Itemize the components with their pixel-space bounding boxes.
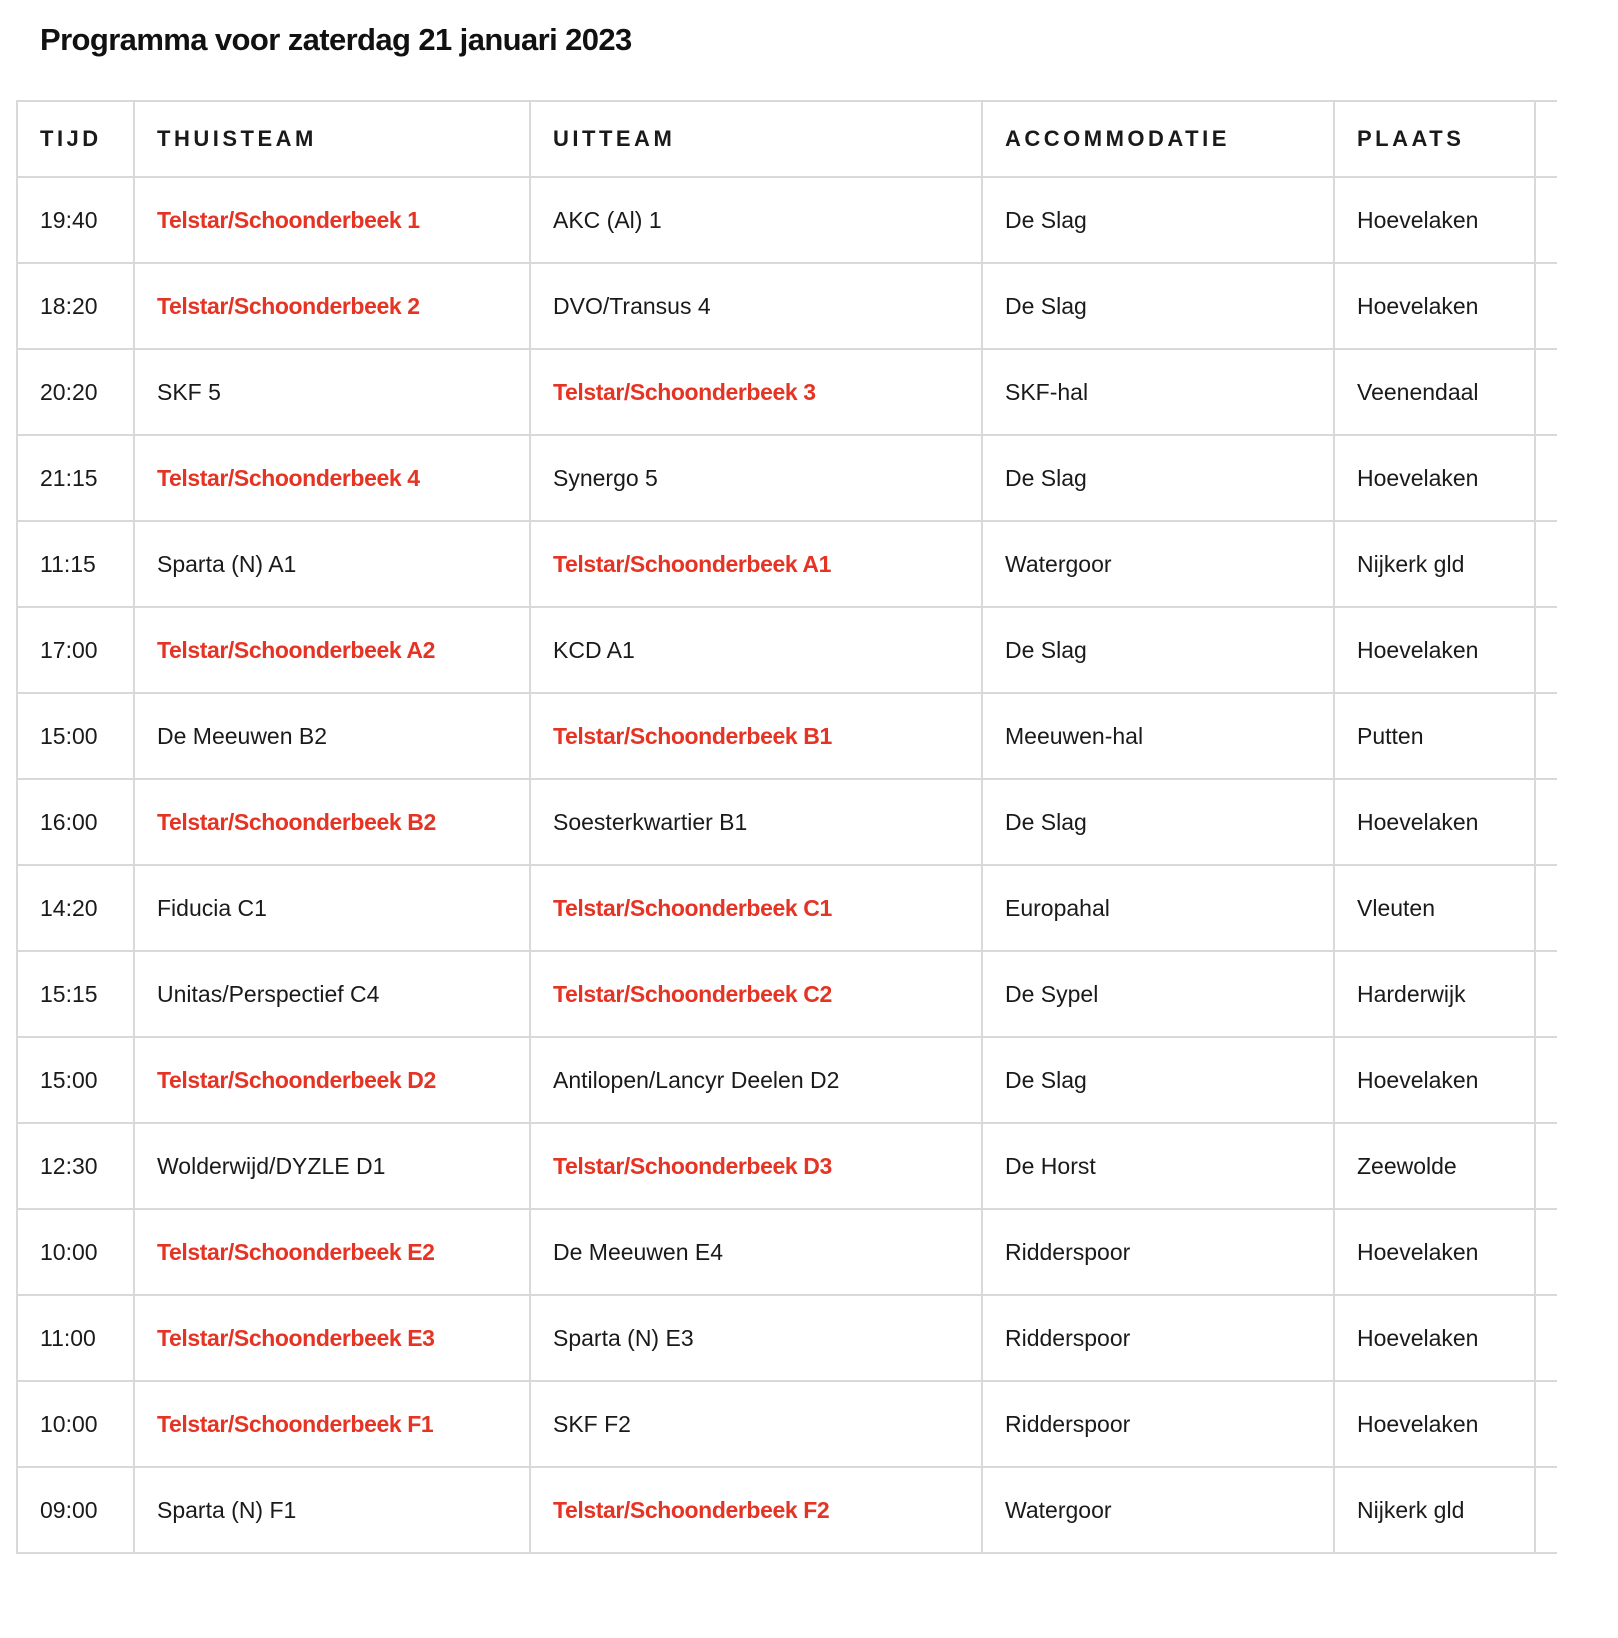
home-team-link[interactable]: Telstar/Schoonderbeek E3: [134, 1295, 530, 1381]
match-time-cell: 11:00: [17, 1295, 134, 1381]
venue-cell: SKF-hal: [982, 349, 1334, 435]
overflow-cell: [1535, 1209, 1557, 1295]
place-cell: Hoevelaken: [1334, 435, 1535, 521]
away-team-cell: De Meeuwen E4: [530, 1209, 982, 1295]
venue-cell: Watergoor: [982, 521, 1334, 607]
match-time-cell: 21:15: [17, 435, 134, 521]
schedule-body: [17, 177, 1557, 1553]
venue-cell: De Slag: [982, 779, 1334, 865]
away-team-link[interactable]: Telstar/Schoonderbeek C2: [530, 951, 982, 1037]
match-time-cell: 14:20: [17, 865, 134, 951]
home-team-cell: Wolderwijd/DYZLE D1: [134, 1123, 530, 1209]
away-team-link[interactable]: Telstar/Schoonderbeek F2: [530, 1467, 982, 1553]
place-cell: Hoevelaken: [1334, 1209, 1535, 1295]
overflow-cell: [1535, 1381, 1557, 1467]
venue-cell: De Slag: [982, 435, 1334, 521]
venue-cell: Ridderspoor: [982, 1381, 1334, 1467]
place-cell: Zeewolde: [1334, 1123, 1535, 1209]
overflow-cell: [1535, 349, 1557, 435]
place-cell: Hoevelaken: [1334, 177, 1535, 263]
place-cell: Nijkerk gld: [1334, 1467, 1535, 1553]
table-row: [17, 435, 1557, 521]
match-time-cell: 16:00: [17, 779, 134, 865]
venue-cell: Ridderspoor: [982, 1209, 1334, 1295]
place-cell: Hoevelaken: [1334, 1295, 1535, 1381]
away-team-link[interactable]: Telstar/Schoonderbeek B1: [530, 693, 982, 779]
away-team-cell: DVO/Transus 4: [530, 263, 982, 349]
venue-cell: De Slag: [982, 177, 1334, 263]
place-cell: Hoevelaken: [1334, 1037, 1535, 1123]
place-cell: Hoevelaken: [1334, 607, 1535, 693]
home-team-link[interactable]: Telstar/Schoonderbeek E2: [134, 1209, 530, 1295]
away-team-cell: SKF F2: [530, 1381, 982, 1467]
home-team-cell: De Meeuwen B2: [134, 693, 530, 779]
home-team-link[interactable]: Telstar/Schoonderbeek 1: [134, 177, 530, 263]
table-row: [17, 607, 1557, 693]
match-time-cell: 15:00: [17, 1037, 134, 1123]
table-header-row: [17, 101, 1557, 177]
away-team-cell: Soesterkwartier B1: [530, 779, 982, 865]
place-cell: Veenendaal: [1334, 349, 1535, 435]
away-team-link[interactable]: Telstar/Schoonderbeek D3: [530, 1123, 982, 1209]
match-time-cell: 18:20: [17, 263, 134, 349]
venue-cell: Ridderspoor: [982, 1295, 1334, 1381]
venue-cell: De Slag: [982, 263, 1334, 349]
home-team-link[interactable]: Telstar/Schoonderbeek B2: [134, 779, 530, 865]
overflow-cell: [1535, 951, 1557, 1037]
table-row: [17, 521, 1557, 607]
match-time-cell: 11:15: [17, 521, 134, 607]
home-team-cell: Unitas/Perspectief C4: [134, 951, 530, 1037]
overflow-cell: [1535, 607, 1557, 693]
match-time-cell: 15:15: [17, 951, 134, 1037]
home-team-link[interactable]: Telstar/Schoonderbeek F1: [134, 1381, 530, 1467]
place-cell: Putten: [1334, 693, 1535, 779]
away-team-cell: AKC (Al) 1: [530, 177, 982, 263]
match-time-cell: 10:00: [17, 1381, 134, 1467]
home-team-link[interactable]: Telstar/Schoonderbeek 4: [134, 435, 530, 521]
match-time-cell: 12:30: [17, 1123, 134, 1209]
overflow-cell: [1535, 865, 1557, 951]
home-team-cell: SKF 5: [134, 349, 530, 435]
place-cell: Hoevelaken: [1334, 779, 1535, 865]
venue-cell: De Sypel: [982, 951, 1334, 1037]
overflow-cell: [1535, 1295, 1557, 1381]
table-row: [17, 865, 1557, 951]
table-row: [17, 1209, 1557, 1295]
match-time-cell: 15:00: [17, 693, 134, 779]
overflow-cell: [1535, 521, 1557, 607]
column-header-home-team: THUISTEAM: [134, 101, 530, 177]
venue-cell: Europahal: [982, 865, 1334, 951]
overflow-cell: [1535, 1037, 1557, 1123]
column-header-venue: ACCOMMODATIE: [982, 101, 1334, 177]
table-row: [17, 779, 1557, 865]
place-cell: Hoevelaken: [1334, 1381, 1535, 1467]
away-team-cell: Synergo 5: [530, 435, 982, 521]
match-time-cell: 20:20: [17, 349, 134, 435]
column-header-away-team: UITTEAM: [530, 101, 982, 177]
home-team-cell: Sparta (N) A1: [134, 521, 530, 607]
page-title: Programma voor zaterdag 21 januari 2023: [40, 22, 632, 57]
match-time-cell: 17:00: [17, 607, 134, 693]
overflow-cell: [1535, 177, 1557, 263]
table-row: [17, 951, 1557, 1037]
away-team-link[interactable]: Telstar/Schoonderbeek A1: [530, 521, 982, 607]
away-team-link[interactable]: Telstar/Schoonderbeek 3: [530, 349, 982, 435]
home-team-cell: Fiducia C1: [134, 865, 530, 951]
home-team-cell: Sparta (N) F1: [134, 1467, 530, 1553]
place-cell: Harderwijk: [1334, 951, 1535, 1037]
table-row: [17, 1295, 1557, 1381]
table-row: [17, 1123, 1557, 1209]
column-header-time: TIJD: [17, 101, 134, 177]
place-cell: Hoevelaken: [1334, 263, 1535, 349]
table-row: [17, 263, 1557, 349]
venue-cell: Meeuwen-hal: [982, 693, 1334, 779]
column-header-overflow: [1535, 101, 1557, 177]
match-time-cell: 09:00: [17, 1467, 134, 1553]
home-team-link[interactable]: Telstar/Schoonderbeek D2: [134, 1037, 530, 1123]
venue-cell: Watergoor: [982, 1467, 1334, 1553]
home-team-link[interactable]: Telstar/Schoonderbeek 2: [134, 263, 530, 349]
schedule-table-wrapper: [16, 100, 1618, 1554]
overflow-cell: [1535, 263, 1557, 349]
table-row: [17, 1037, 1557, 1123]
match-time-cell: 10:00: [17, 1209, 134, 1295]
match-time-cell: 19:40: [17, 177, 134, 263]
away-team-cell: Antilopen/Lancyr Deelen D2: [530, 1037, 982, 1123]
column-header-place: PLAATS: [1334, 101, 1535, 177]
overflow-cell: [1535, 1467, 1557, 1553]
venue-cell: De Slag: [982, 607, 1334, 693]
overflow-cell: [1535, 693, 1557, 779]
overflow-cell: [1535, 435, 1557, 521]
overflow-cell: [1535, 1123, 1557, 1209]
away-team-link[interactable]: Telstar/Schoonderbeek C1: [530, 865, 982, 951]
venue-cell: De Slag: [982, 1037, 1334, 1123]
table-row: [17, 1467, 1557, 1553]
away-team-cell: Sparta (N) E3: [530, 1295, 982, 1381]
place-cell: Nijkerk gld: [1334, 521, 1535, 607]
overflow-cell: [1535, 779, 1557, 865]
venue-cell: De Horst: [982, 1123, 1334, 1209]
table-row: [17, 693, 1557, 779]
table-row: [17, 349, 1557, 435]
away-team-cell: KCD A1: [530, 607, 982, 693]
place-cell: Vleuten: [1334, 865, 1535, 951]
table-row: [17, 177, 1557, 263]
home-team-link[interactable]: Telstar/Schoonderbeek A2: [134, 607, 530, 693]
table-row: [17, 1381, 1557, 1467]
schedule-table: [16, 100, 1557, 1554]
